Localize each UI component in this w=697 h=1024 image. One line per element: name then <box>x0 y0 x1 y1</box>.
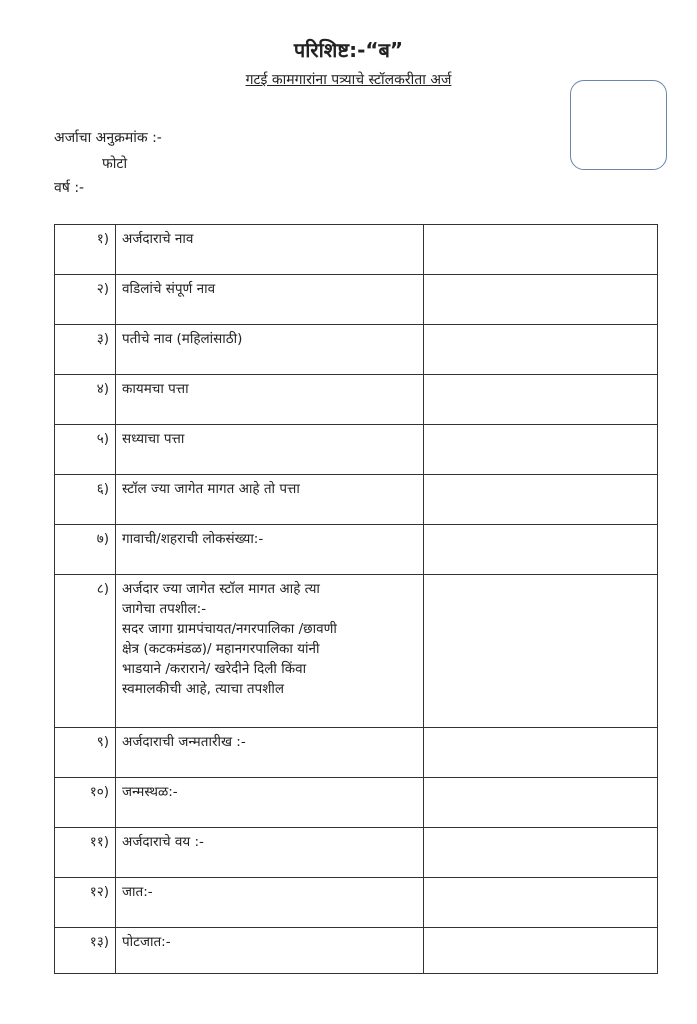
row-number: १३) <box>55 928 116 974</box>
application-number-label: अर्जाचा अनुक्रमांक :- <box>54 130 162 146</box>
row-number: ६) <box>55 475 116 525</box>
row-value-field[interactable] <box>424 225 658 275</box>
form-row <box>55 275 658 325</box>
row-number: ५) <box>55 425 116 475</box>
row-label: पतीचे नाव (महिलांसाठी) <box>116 325 424 375</box>
row-value-field[interactable] <box>424 475 658 525</box>
application-form-table <box>54 224 658 974</box>
row-label: गावाची/शहराची लोकसंख्या:- <box>116 525 424 575</box>
row-label: पोटजात:- <box>116 928 424 974</box>
form-row <box>55 828 658 878</box>
form-row <box>55 878 658 928</box>
row-value-field[interactable] <box>424 425 658 475</box>
row-value-field[interactable] <box>424 525 658 575</box>
document-subtitle: गटई कामगारांना पत्र्याचे स्टॉलकरीता अर्ज <box>245 72 452 88</box>
photo-box <box>570 80 667 170</box>
row-label-line: क्षेत्र (कटकमंडळ)/ महानगरपालिका यांनी <box>122 641 320 657</box>
row-label: जन्मस्थळ:- <box>116 778 424 828</box>
row-value-field[interactable] <box>424 325 658 375</box>
row-label: अर्जदाराचे नाव <box>116 225 424 275</box>
form-row <box>55 475 658 525</box>
row-number: ८) <box>55 575 116 728</box>
form-row <box>55 525 658 575</box>
row-number: ९) <box>55 728 116 778</box>
row-value-field[interactable] <box>424 728 658 778</box>
row-value-field[interactable] <box>424 828 658 878</box>
row-label-line: सदर जागा ग्रामपंचायत/नगरपालिका /छावणी <box>122 621 337 637</box>
row-number: ७) <box>55 525 116 575</box>
form-row <box>55 425 658 475</box>
row-label-line: जागेचा तपशील:- <box>122 601 207 617</box>
photo-label: फोटो <box>102 156 128 172</box>
form-row <box>55 928 658 974</box>
row-value-field[interactable] <box>424 375 658 425</box>
row-value-field[interactable] <box>424 575 658 728</box>
row-label: सध्याचा पत्ता <box>116 425 424 475</box>
form-row <box>55 225 658 275</box>
row-value-field[interactable] <box>424 878 658 928</box>
row-number: ३) <box>55 325 116 375</box>
row-label: स्टॉल ज्या जागेत मागत आहे तो पत्ता <box>116 475 424 525</box>
form-row <box>55 325 658 375</box>
row-number: २) <box>55 275 116 325</box>
row-value-field[interactable] <box>424 928 658 974</box>
row-number: १) <box>55 225 116 275</box>
row-value-field[interactable] <box>424 275 658 325</box>
row-label: जात:- <box>116 878 424 928</box>
row-label-line: अर्जदार ज्या जागेत स्टॉल मागत आहे त्या <box>122 581 320 597</box>
row-label: अर्जदाराचे वय :- <box>116 828 424 878</box>
row-label: अर्जदाराची जन्मतारीख :- <box>116 728 424 778</box>
form-row <box>55 575 658 728</box>
row-label-line: भाडयाने /कराराने/ खरेदीने दिली किंवा <box>122 661 307 677</box>
form-row <box>55 728 658 778</box>
row-number: १२) <box>55 878 116 928</box>
year-label: वर्ष :- <box>54 180 85 196</box>
row-number: १०) <box>55 778 116 828</box>
row-number: ११) <box>55 828 116 878</box>
form-row <box>55 375 658 425</box>
row-label-multiline <box>116 575 424 728</box>
row-label: वडिलांचे संपूर्ण नाव <box>116 275 424 325</box>
document-title: परिशिष्ट:-“ब” <box>293 38 404 62</box>
form-row <box>55 778 658 828</box>
row-number: ४) <box>55 375 116 425</box>
row-label: कायमचा पत्ता <box>116 375 424 425</box>
row-label-line: स्वमालकीची आहे, त्याचा तपशील <box>122 681 285 697</box>
row-value-field[interactable] <box>424 778 658 828</box>
